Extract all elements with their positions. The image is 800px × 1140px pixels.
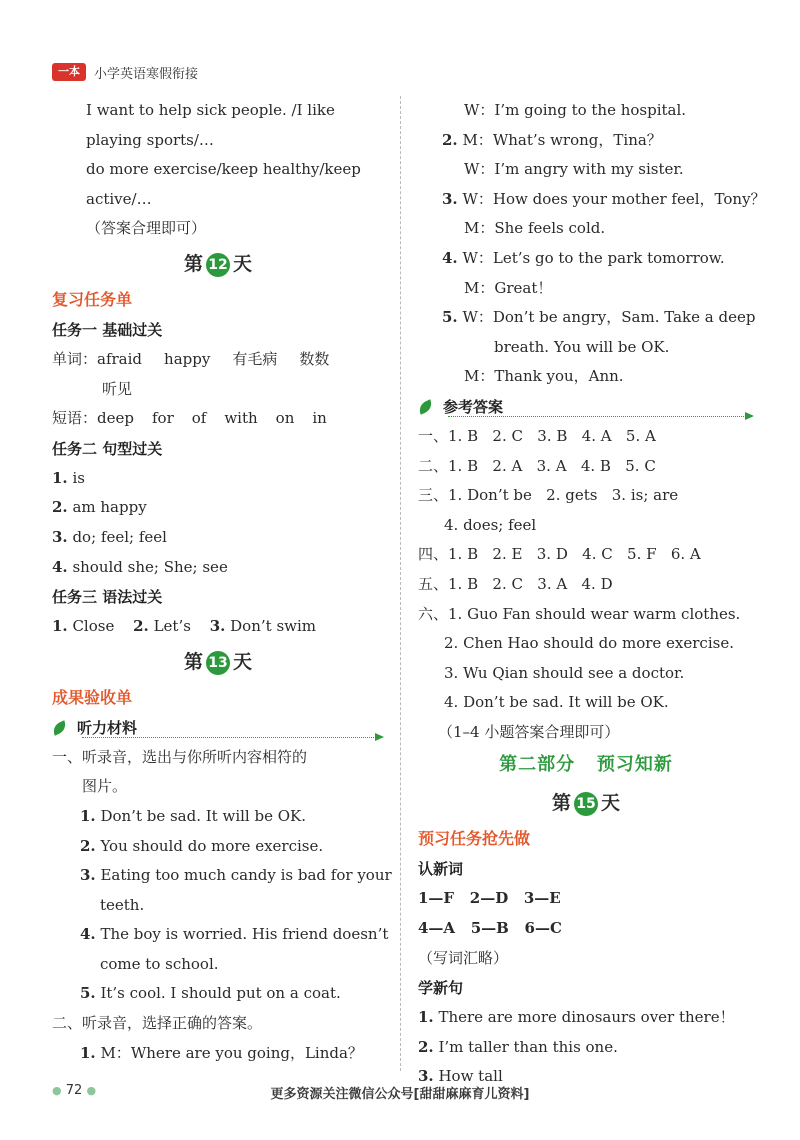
book-title: 小学英语寒假衔接	[94, 66, 199, 82]
listening-item: 2. You should do more exercise.	[80, 836, 324, 855]
dot-icon: ●	[86, 1084, 97, 1097]
page-number: ● 72 ●	[52, 1083, 97, 1098]
answer-row: 三、1. Don’t be 2. gets 3. is; are	[418, 486, 679, 505]
phrases-row: 短语：deep for of with on in	[52, 409, 327, 428]
right-column	[418, 96, 766, 1092]
leaf-icon	[51, 720, 69, 735]
intro-line: I want to help sick people. /I like	[86, 101, 335, 119]
listening-item: 3. Eating too much candy is bad for your	[80, 866, 392, 885]
left-column	[52, 96, 392, 1068]
task2-item: 4. should she; She; see	[52, 557, 228, 576]
dialog-line: M：She feels cold.	[464, 219, 606, 238]
dialog-line: W：I’m going to the hospital.	[464, 101, 687, 119]
review-sheet-heading: 复习任务单	[52, 289, 133, 309]
listening-item: 4. The boy is worried. His friend doesn’t	[80, 925, 389, 944]
intro-line: active/…	[86, 189, 152, 208]
question-1-title-cont: 图片。	[82, 777, 128, 796]
answer-row: 4. does; feel	[444, 515, 537, 534]
dialog-line: M：Thank you，Ann.	[464, 367, 624, 386]
day-15-heading: 第 15 天	[551, 792, 621, 815]
answer-row: 四、1. B 2. E 3. D 4. C 5. F 6. A	[418, 545, 701, 564]
task2-item: 1. is	[52, 468, 85, 487]
listening-item: 5. It’s cool. I should put on a coat.	[80, 984, 341, 1003]
answer-row: 一、1. B 2. C 3. B 4. A 5. A	[418, 426, 656, 445]
task1-heading: 任务一 基础过关	[52, 320, 163, 339]
preview-sheet-heading: 预习任务抢先做	[418, 829, 531, 849]
answers-note: （1–4 小题答案合理即可）	[438, 722, 620, 741]
answer-row: 4. Don’t be sad. It will be OK.	[444, 693, 669, 712]
sentence-item: 3. How tall	[418, 1067, 503, 1086]
task3-items: 1. Close 2. Let’s 3. Don’t swim	[52, 617, 316, 636]
answers-title: 参考答案	[443, 398, 504, 417]
day-12-heading: 第 12 天	[183, 252, 253, 275]
match-row: 4—A 5—B 6—C	[418, 919, 562, 938]
dialog-line: 2. M：What’s wrong，Tina？	[442, 130, 662, 149]
question-1-title: 一、听录音，选出与你所听内容相符的	[52, 747, 308, 766]
listening-item-cont: teeth.	[100, 895, 145, 914]
dialog-line: M：Great！	[464, 278, 553, 297]
sentence-item: 2. I’m taller than this one.	[418, 1037, 618, 1056]
answer-row: 3. Wu Qian should see a doctor.	[444, 663, 685, 682]
dialog-line: 3. W：How does your mother feel，Tony？	[442, 189, 766, 208]
listening-item-cont: come to school.	[100, 954, 219, 973]
dialog-line: 4. W：Let’s go to the park tomorrow.	[442, 248, 725, 267]
result-sheet-heading: 成果验收单	[52, 687, 133, 707]
listening-title: 听力材料	[77, 719, 138, 738]
task2-item: 2. am happy	[52, 498, 147, 517]
answer-row: 二、1. B 2. A 3. A 4. B 5. C	[418, 456, 656, 475]
dialog-line: W：I’m angry with my sister.	[464, 160, 684, 179]
column-divider	[400, 96, 401, 1071]
question-2-title: 二、听录音，选择正确的答案。	[52, 1014, 263, 1033]
intro-note: （答案合理即可）	[86, 219, 207, 238]
new-sentences-heading: 学新句	[418, 979, 464, 998]
dialog-line: breath. You will be OK.	[494, 337, 670, 356]
task3-heading: 任务三 语法过关	[52, 588, 163, 607]
intro-line: do more exercise/keep healthy/keep	[86, 160, 361, 179]
arrow-icon	[745, 412, 754, 420]
listening-item: 1. Don’t be sad. It will be OK.	[80, 806, 306, 825]
publisher-logo: 一本	[52, 63, 86, 81]
new-words-heading: 认新词	[418, 860, 464, 879]
words-row: 单词：afraid happy 有毛病 数数	[52, 349, 330, 368]
omit-note: （写词汇略）	[418, 948, 509, 967]
listening-ribbon	[52, 713, 384, 743]
match-row: 1—F 2—D 3—E	[418, 889, 561, 908]
answer-row: 五、1. B 2. C 3. A 4. D	[418, 574, 613, 593]
day-number-badge: 13	[206, 651, 230, 675]
day-13-heading: 第 13 天	[183, 650, 253, 673]
dialog-line: 1. M：Where are you going，Linda？	[80, 1043, 363, 1062]
words-row-cont: 听见	[102, 379, 133, 398]
day-number-badge: 15	[574, 792, 598, 816]
arrow-icon	[375, 733, 384, 741]
answers-ribbon	[418, 392, 754, 422]
leaf-icon	[417, 399, 435, 414]
dot-icon: ●	[52, 1084, 62, 1097]
part-2-heading: 第二部分 预习知新	[499, 754, 673, 776]
footer-note: 更多资源关注微信公众号[甜甜麻麻育儿资料]	[270, 1087, 530, 1102]
answer-row: 2. Chen Hao should do more exercise.	[444, 634, 734, 653]
answer-row: 六、1. Guo Fan should wear warm clothes.	[418, 604, 741, 623]
task2-item: 3. do; feel; feel	[52, 527, 167, 546]
sentence-item: 1. There are more dinosaurs over there！	[418, 1008, 735, 1027]
task2-heading: 任务二 句型过关	[52, 439, 163, 458]
dialog-line: 5. W：Don’t be angry，Sam. Take a deep	[442, 308, 756, 327]
day-number-badge: 12	[206, 253, 230, 277]
intro-line: playing sports/…	[86, 130, 214, 149]
page-header	[52, 62, 198, 82]
